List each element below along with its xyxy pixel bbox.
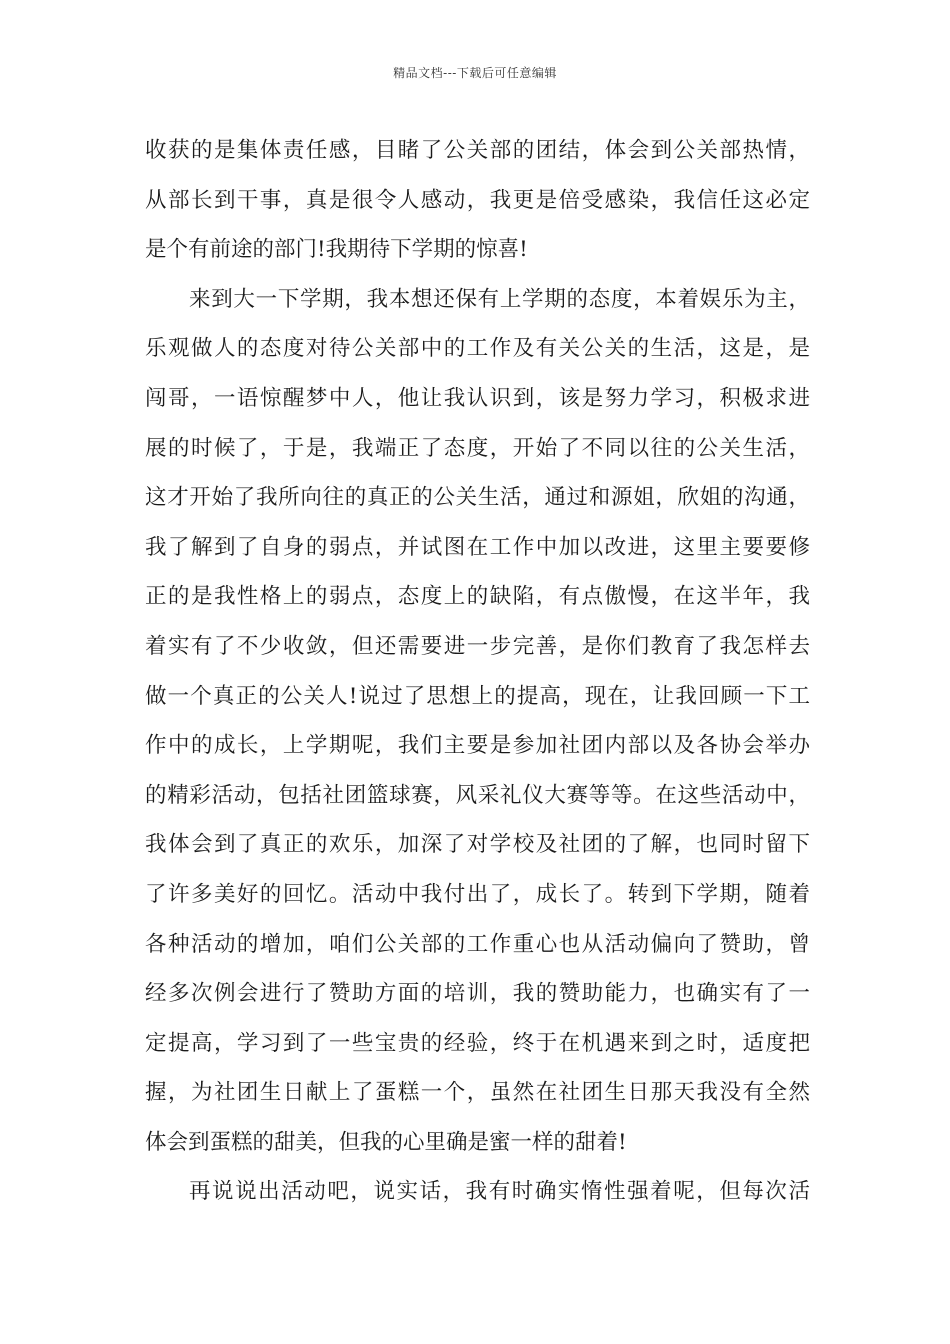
text-line: 收获的是集体责任感，目睹了公关部的团结，体会到公关部热情， (145, 138, 810, 163)
text-line: 我体会到了真正的欢乐，加深了对学校及社团的了解，也同时留下 (145, 832, 810, 858)
text-line: 经多次例会进行了赞助方面的培训，我的赞助能力，也确实有了一 (145, 981, 810, 1007)
text-line: 体会到蛋糕的甜美，但我的心里确是蜜一样的甜着! (145, 1129, 627, 1155)
text-line: 了许多美好的回忆。活动中我付出了，成长了。转到下学期，随着 (145, 881, 810, 907)
page-header: 精品文档---下载后可任意编辑 (393, 66, 557, 80)
text-line: 这才开始了我所向往的真正的公关生活，通过和源姐，欣姐的沟通， (145, 485, 810, 511)
text-line: 我了解到了自身的弱点，并试图在工作中加以改进，这里主要要修 (145, 534, 810, 560)
text-line: 的精彩活动，包括社团篮球赛，风采礼仪大赛等等。在这些活动中， (145, 782, 810, 808)
text-line: 再说说出活动吧，说实话，我有时确实惰性强着呢，但每次活 (189, 1179, 810, 1205)
text-line: 是个有前途的部门!我期待下学期的惊喜! (145, 237, 528, 263)
text-line: 着实有了不少收敛，但还需要进一步完善，是你们教育了我怎样去 (145, 633, 810, 659)
text-line: 从部长到干事，真是很令人感动，我更是倍受感染，我信任这必定 (145, 187, 810, 213)
text-line: 展的时候了，于是，我端正了态度，开始了不同以往的公关生活， (145, 435, 810, 461)
text-line: 做一个真正的公关人!说过了思想上的提高，现在，让我回顾一下工 (145, 683, 810, 709)
text-line: 作中的成长，上学期呢，我们主要是参加社团内部以及各协会举办 (145, 733, 810, 759)
text-line: 正的是我性格上的弱点，态度上的缺陷，有点傲慢，在这半年，我 (145, 584, 810, 610)
text-line: 定提高，学习到了一些宝贵的经验，终于在机遇来到之时，适度把 (145, 1030, 810, 1056)
text-line: 各种活动的增加，咱们公关部的工作重心也从活动偏向了赞助，曾 (145, 931, 810, 957)
text-line: 握，为社团生日献上了蛋糕一个，虽然在社团生日那天我没有全然 (145, 1080, 810, 1106)
body-text (145, 126, 810, 1217)
text-line: 来到大一下学期，我本想还保有上学期的态度，本着娱乐为主， (189, 286, 810, 312)
text-line: 闯哥，一语惊醒梦中人，他让我认识到，该是努力学习，积极求进 (145, 385, 810, 411)
text-line: 乐观做人的态度对待公关部中的工作及有关公关的生活，这是，是 (145, 336, 810, 362)
